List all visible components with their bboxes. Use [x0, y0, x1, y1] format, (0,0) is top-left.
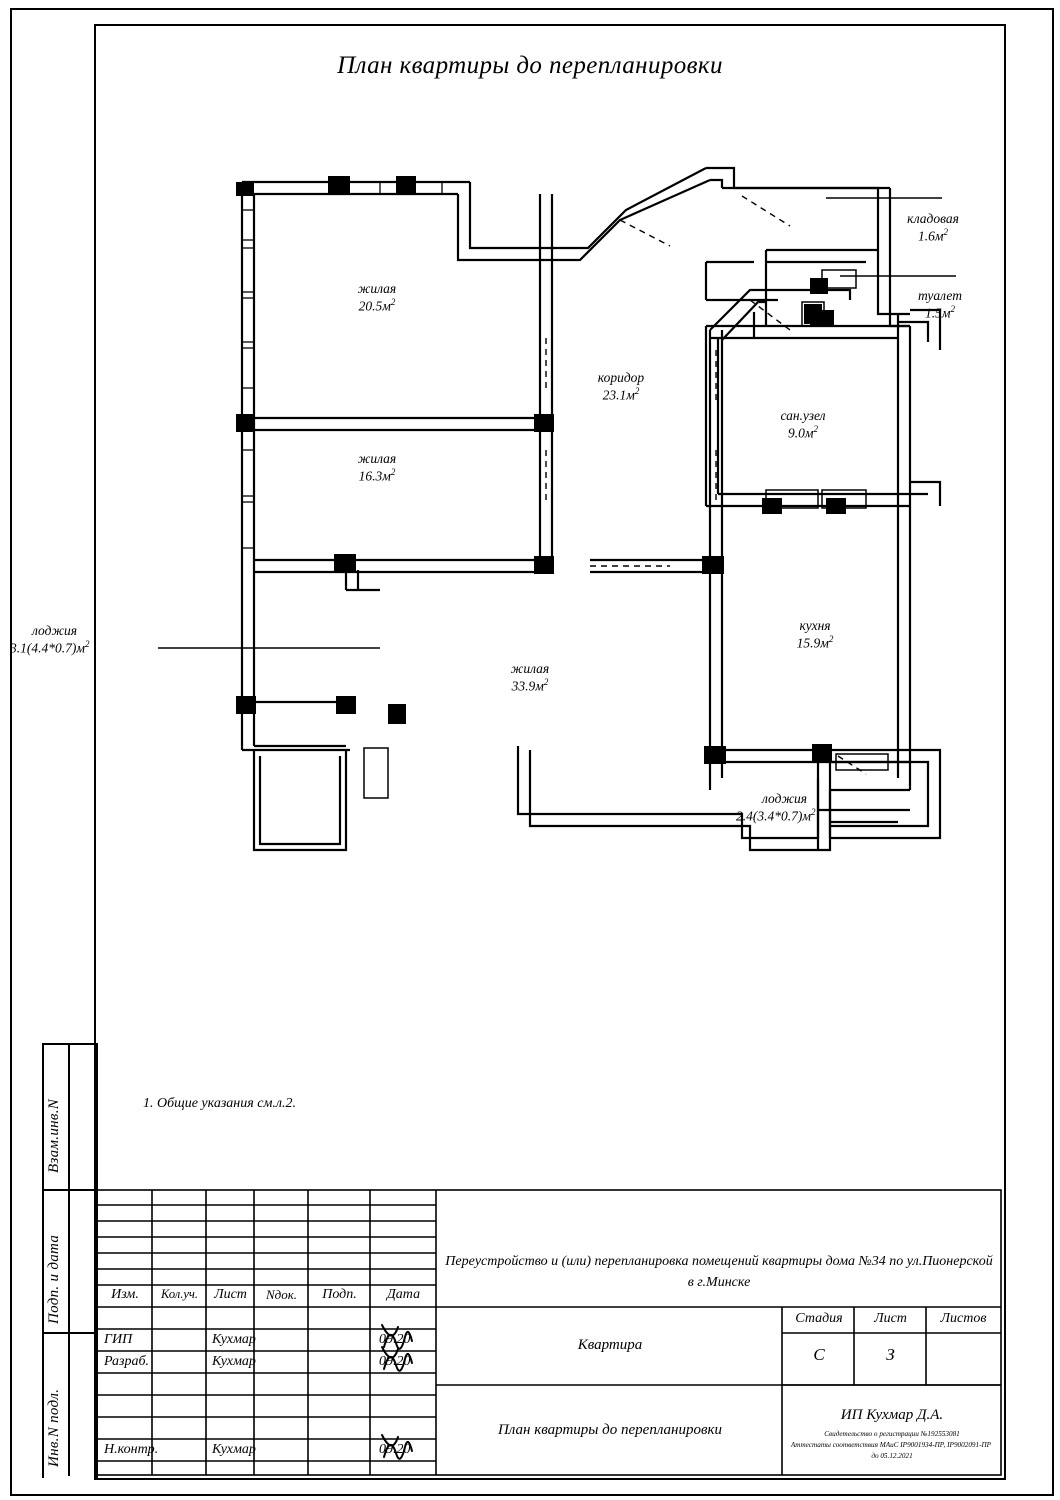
stamp-header-list: Лист: [874, 1311, 907, 1326]
room-area: 23.1м: [602, 387, 635, 403]
stamp-name-nkontr: Кухмар: [212, 1442, 256, 1457]
room-area-sup: 2: [543, 677, 549, 688]
page-title: План квартиры до перепланировки: [337, 52, 723, 79]
stamp-date-razrab: 09.20: [379, 1354, 411, 1369]
room-area-sup: 2: [943, 227, 948, 238]
room-area: 3.1(4.4*0.7)м: [10, 640, 85, 656]
margin-label-inv: Инв.N подл.: [46, 1388, 62, 1467]
stamp-object-text: Переустройство и (или) перепланировка помещений квартиры дома №34 по ул.Пионерской в г.Минске: [445, 1254, 993, 1290]
room-area: 1.6м: [918, 228, 944, 244]
stamp-building: Квартира: [577, 1337, 643, 1353]
stamp-company-line2: Аттестаты соответствия МАиС IР9001934-ПР, IР9002091-ПР: [790, 1441, 992, 1449]
room-label-zhilaya-33: [460, 660, 600, 695]
room-name: сан.узел: [780, 408, 826, 423]
room-label-lodzhiya-2: [736, 790, 946, 825]
room-area: 1.5м: [925, 305, 951, 321]
stamp-company-line1: Свидетельство о регистрации №192553081: [824, 1430, 960, 1438]
room-area: 15.9м: [796, 635, 829, 651]
stamp-role-nkontr: Н.контр.: [104, 1442, 159, 1457]
room-name: туалет: [918, 288, 962, 303]
margin-label-vzam: Взам.инв.N: [46, 1098, 62, 1173]
room-label-kuhnya: [750, 617, 880, 652]
room-name: жилая: [357, 281, 397, 296]
room-name: лоджия: [32, 623, 78, 638]
margin-label-podp: Подп. и дата: [46, 1234, 62, 1324]
title-block: [96, 1189, 1002, 1476]
room-label-tualet: [880, 287, 1000, 322]
room-name: кухня: [799, 618, 831, 633]
stamp-header-listov: Листов: [940, 1311, 987, 1326]
room-name: жилая: [357, 451, 397, 466]
room-area-sup: 2: [828, 634, 834, 645]
room-area-sup: 2: [950, 304, 955, 315]
room-name: кладовая: [907, 211, 959, 226]
stamp-list-value: З: [886, 1345, 895, 1364]
stamp-date-gip: 09.20: [379, 1332, 411, 1347]
room-area-sup: 2: [810, 807, 816, 818]
room-label-lodzhiya-3: [10, 622, 210, 657]
room-label-koridor: [556, 369, 686, 404]
general-note: 1. Общие указания см.л.2.: [143, 1096, 297, 1111]
stamp-col-list: Лист: [214, 1287, 247, 1302]
stamp-sheet-title: План квартиры до перепланировки: [497, 1422, 723, 1438]
room-area: 16.3м: [358, 468, 391, 484]
room-area-sup: 2: [390, 467, 396, 478]
room-name: коридор: [597, 370, 645, 385]
floor-plan: [10, 150, 980, 890]
stamp-date-nkontr: 09.20: [379, 1442, 411, 1457]
stamp-company-line3: до 05.12.2021: [871, 1452, 913, 1460]
room-area: 33.9м: [511, 678, 544, 694]
room-name: жилая: [510, 661, 550, 676]
stamp-col-izm: Изм.: [111, 1287, 139, 1302]
stamp-col-data: Дата: [386, 1287, 421, 1302]
room-label-zhilaya-20: [312, 280, 442, 315]
room-name: лоджия: [762, 791, 808, 806]
room-label-zhilaya-16: [312, 450, 442, 485]
room-area: 20.5м: [358, 298, 391, 314]
room-label-kladovaya: [868, 210, 998, 245]
stamp-stage-value: С: [813, 1345, 825, 1364]
room-area: 2.4(3.4*0.7)м: [736, 808, 811, 824]
room-label-sanuzel: [738, 407, 868, 442]
room-area-sup: 2: [84, 639, 90, 650]
stamp-col-podp: Подп.: [322, 1287, 357, 1302]
room-area: 9.0м: [788, 425, 814, 441]
stamp-name-razrab: Кухмар: [212, 1354, 256, 1369]
stamp-company-name: ИП Кухмар Д.А.: [840, 1407, 944, 1423]
stamp-header-stadia: Стадия: [795, 1311, 843, 1326]
room-area-sup: 2: [813, 424, 818, 435]
stamp-col-koluch: Кол.уч.: [161, 1287, 198, 1301]
stamp-name-gip: Кухмар: [212, 1332, 256, 1347]
stamp-col-ndok: Nдок.: [265, 1287, 298, 1302]
room-area-sup: 2: [390, 297, 396, 308]
stamp-role-gip: ГИП: [104, 1332, 133, 1347]
stamp-role-razrab: Разраб.: [104, 1354, 150, 1369]
room-area-sup: 2: [634, 386, 640, 397]
